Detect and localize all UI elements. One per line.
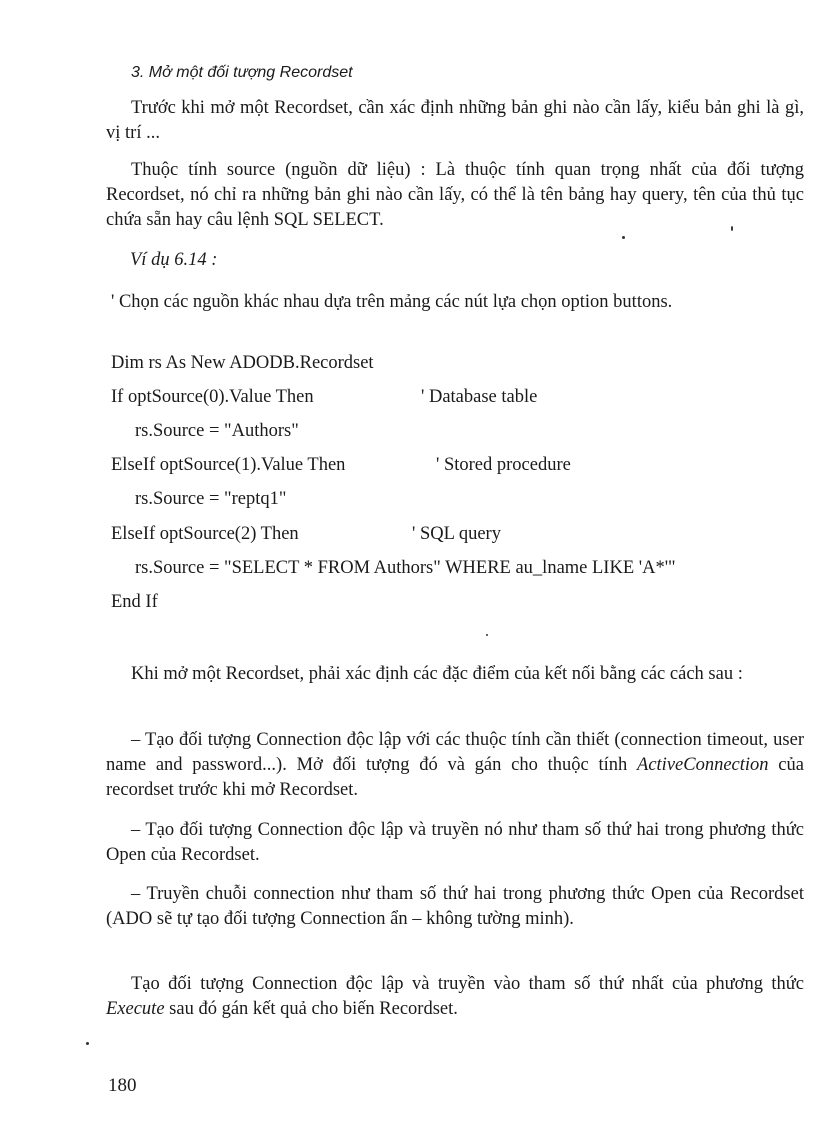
- connection-option-1: [106, 728, 804, 803]
- code-line-source-select: rs.Source = "SELECT * FROM Authors" WHERE au_lname LIKE 'A*'": [135, 558, 676, 578]
- code-line-elseif-1: ElseIf optSource(1).Value Then: [111, 455, 346, 475]
- scan-speck: [86, 1042, 89, 1045]
- option-1-term: ActiveConnection: [637, 755, 769, 775]
- code-comment-line: ' Chọn các nguồn khác nhau dựa trên mảng các nút lựa chọn option buttons.: [111, 292, 673, 312]
- connection-option-4: [106, 972, 804, 1022]
- code-line-dim: Dim rs As New ADODB.Recordset: [111, 353, 374, 373]
- scan-speck: [731, 226, 733, 231]
- scan-speck: [486, 634, 488, 636]
- connection-intro-paragraph: Khi mở một Recordset, phải xác định các đặc điểm của kết nối bằng các cách sau :: [131, 664, 743, 684]
- code-line-if: If optSource(0).Value Then: [111, 387, 314, 407]
- option-4-term: Execute: [106, 999, 165, 1019]
- code-comment-table: ' Database table: [421, 387, 538, 407]
- code-comment-query: ' SQL query: [412, 524, 501, 544]
- code-line-end-if: End If: [111, 592, 158, 612]
- connection-option-3: – Truyền chuỗi connection như tham số thứ hai trong phương thức Open của Recordset (ADO sẽ tự tạo đối tượng Connection ẩn – không tường minh).: [106, 884, 804, 929]
- option-1-text: – Tạo đối tượng Connection độc lập với các thuộc tính cần thiết (connection timeout, user name and password...). Mở đối tượng đó và gán cho thuộc tính: [106, 730, 804, 775]
- option-1-text-end: của recordset trước khi mở Recordset.: [106, 755, 804, 800]
- option-4-text: Tạo đối tượng Connection độc lập và truyền vào tham số thứ nhất của phương thức: [131, 974, 804, 994]
- code-line-elseif-2: ElseIf optSource(2) Then: [111, 524, 299, 544]
- connection-option-2: – Tạo đối tượng Connection độc lập và truyền nó như tham số thứ hai trong phương thức Open của Recordset.: [106, 820, 804, 865]
- example-label: Ví dụ 6.14 :: [130, 250, 218, 270]
- intro-paragraph: Trước khi mở một Recordset, cần xác định những bản ghi nào cần lấy, kiểu bản ghi là gì, vị trí ...: [106, 98, 804, 143]
- section-heading: 3. Mở một đối tượng Recordset: [131, 64, 353, 81]
- code-line-source-reptq1: rs.Source = "reptq1": [135, 489, 287, 509]
- page-number: 180: [108, 1075, 137, 1096]
- option-4-text-end: sau đó gán kết quả cho biến Recordset.: [164, 999, 458, 1019]
- source-property-paragraph: Thuộc tính source (nguồn dữ liệu) : Là thuộc tính quan trọng nhất của đối tượng Recordset, nó chỉ ra những bản ghi nào cần lấy, có thể là tên bảng hay query, tên của thủ tục chứa sẵn hay câu lệnh SQL SELECT.: [106, 160, 804, 230]
- scan-speck: [622, 236, 625, 239]
- code-comment-procedure: ' Stored procedure: [436, 455, 571, 475]
- code-line-source-authors: rs.Source = "Authors": [135, 421, 299, 441]
